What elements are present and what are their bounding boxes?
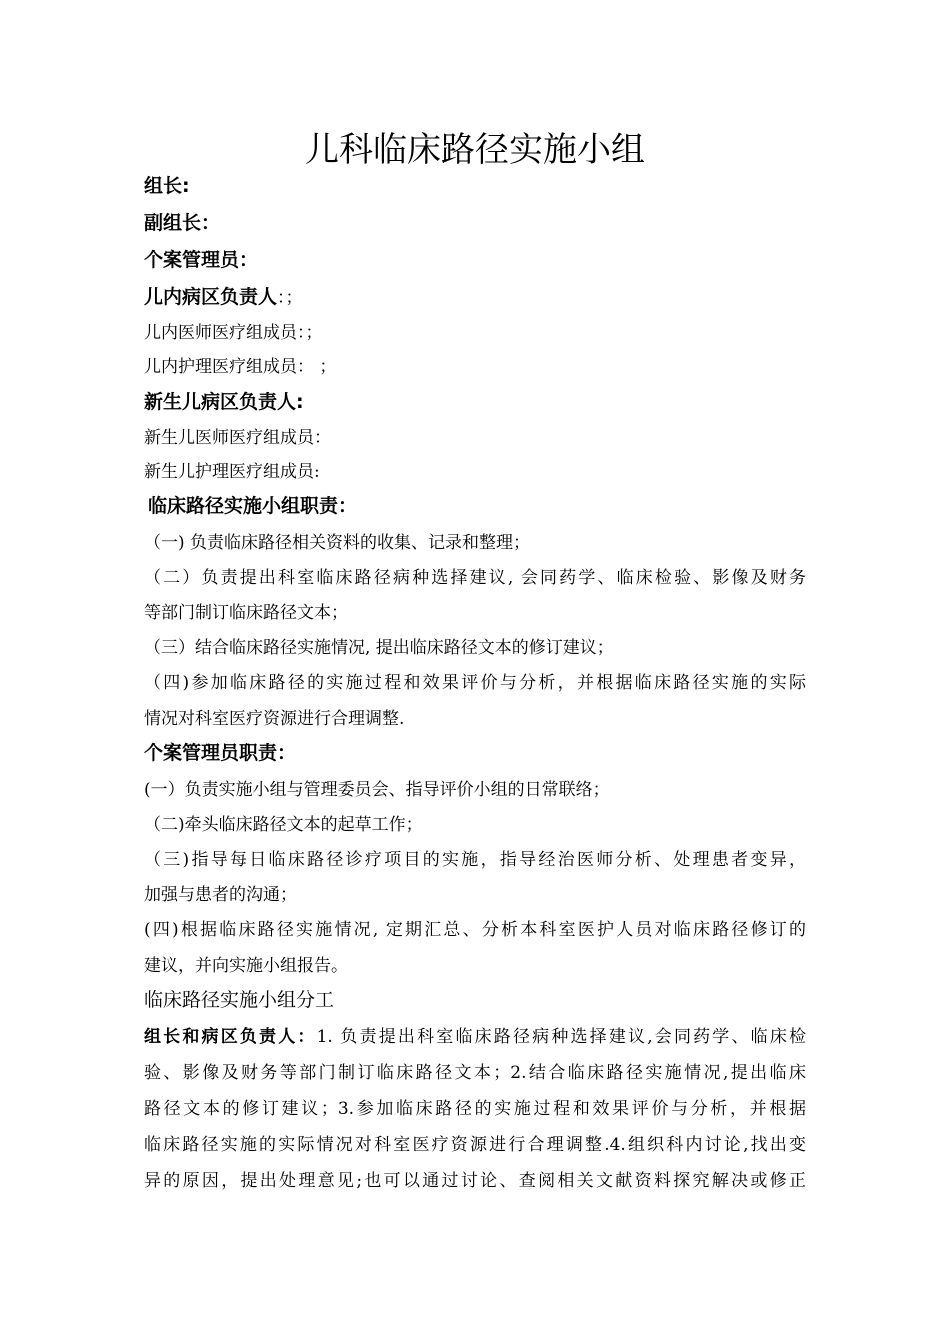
- division-lead-label: 组长和病区负责人：: [144, 1027, 317, 1047]
- manager-duty-line: 加强与患者的沟通；: [144, 885, 297, 905]
- division-text: 1. 负责提出科室临床路径病种选择建议,会同药学、临床检: [316, 1027, 807, 1047]
- group-duty-line: 等部门制订临床路径文本；: [144, 603, 348, 623]
- group-duty-line: （一) 负责临床路径相关资料的收集、记录和整理；: [144, 533, 531, 553]
- manager-duty-line: （三)指导每日临床路径诊疗项目的实施，指导经治医师分析、处理患者变异，: [144, 850, 806, 870]
- document-title: 儿科临床路径实施小组: [305, 130, 645, 170]
- division-line: 异的原因，提出处理意见;也可以通过讨论、查阅相关文献资料探究解决或修正: [144, 1171, 806, 1191]
- division-line: 验、影像及财务等部门制订临床路径文本；2.结合临床路径实施情况,提出临床: [144, 1063, 806, 1083]
- manager-duty-line: （二)牵头临床路径文本的起草工作；: [144, 815, 423, 835]
- case-manager-label: 个案管理员：: [144, 249, 259, 271]
- ward-head-value: ：；: [277, 288, 303, 308]
- manager-duty-line: 建议，并向实施小组报告。: [144, 956, 348, 976]
- division-line: 临床路径实施的实际情况对科室医疗资源进行合理调整.4.组织科内讨论,找出变: [144, 1135, 806, 1155]
- doctor-members-line: 儿内医师医疗组成员：；: [144, 323, 323, 343]
- group-duty-line: （二）负责提出科室临床路径病种选择建议, 会同药学、临床检验、影像及财务: [144, 568, 806, 588]
- neonatal-head-label: 新生儿病区负责人:: [144, 391, 304, 413]
- division-line: [144, 1025, 806, 1049]
- manager-duty-line: (一）负责实施小组与管理委员会、指导评价小组的日常联络；: [144, 780, 610, 800]
- ward-head-line: [144, 285, 303, 310]
- group-duties-heading: 临床路径实施小组职责：: [148, 495, 358, 517]
- deputy-leader-label: 副组长：: [144, 212, 221, 234]
- neonatal-nurses-line: 新生儿护理医疗组成员:: [144, 462, 320, 482]
- group-duty-line: （三）结合临床路径实施情况, 提出临床路径文本的修订建议；: [144, 638, 614, 658]
- group-duty-line: 情况对科室医疗资源进行合理调整.: [144, 709, 405, 729]
- manager-duty-line: (四)根据临床路径实施情况, 定期汇总、分析本科室医护人员对临床路径修订的: [144, 920, 806, 940]
- nurse-members-line: 儿内护理医疗组成员： ；: [144, 357, 337, 377]
- manager-duties-heading: 个案管理员职责：: [144, 742, 297, 764]
- group-duty-line: （四)参加临床路径的实施过程和效果评价与分析，并根据临床路径实施的实际: [144, 673, 806, 693]
- division-line: 路径文本的修订建议；3.参加临床路径的实施过程和效果评价与分析，并根据: [144, 1099, 806, 1119]
- neonatal-doctors-line: 新生儿医师医疗组成员：: [144, 428, 331, 448]
- ward-head-label: 儿内病区负责人: [144, 286, 278, 308]
- division-heading: 临床路径实施小组分工: [144, 989, 335, 1011]
- leader-label: 组长:: [144, 175, 190, 197]
